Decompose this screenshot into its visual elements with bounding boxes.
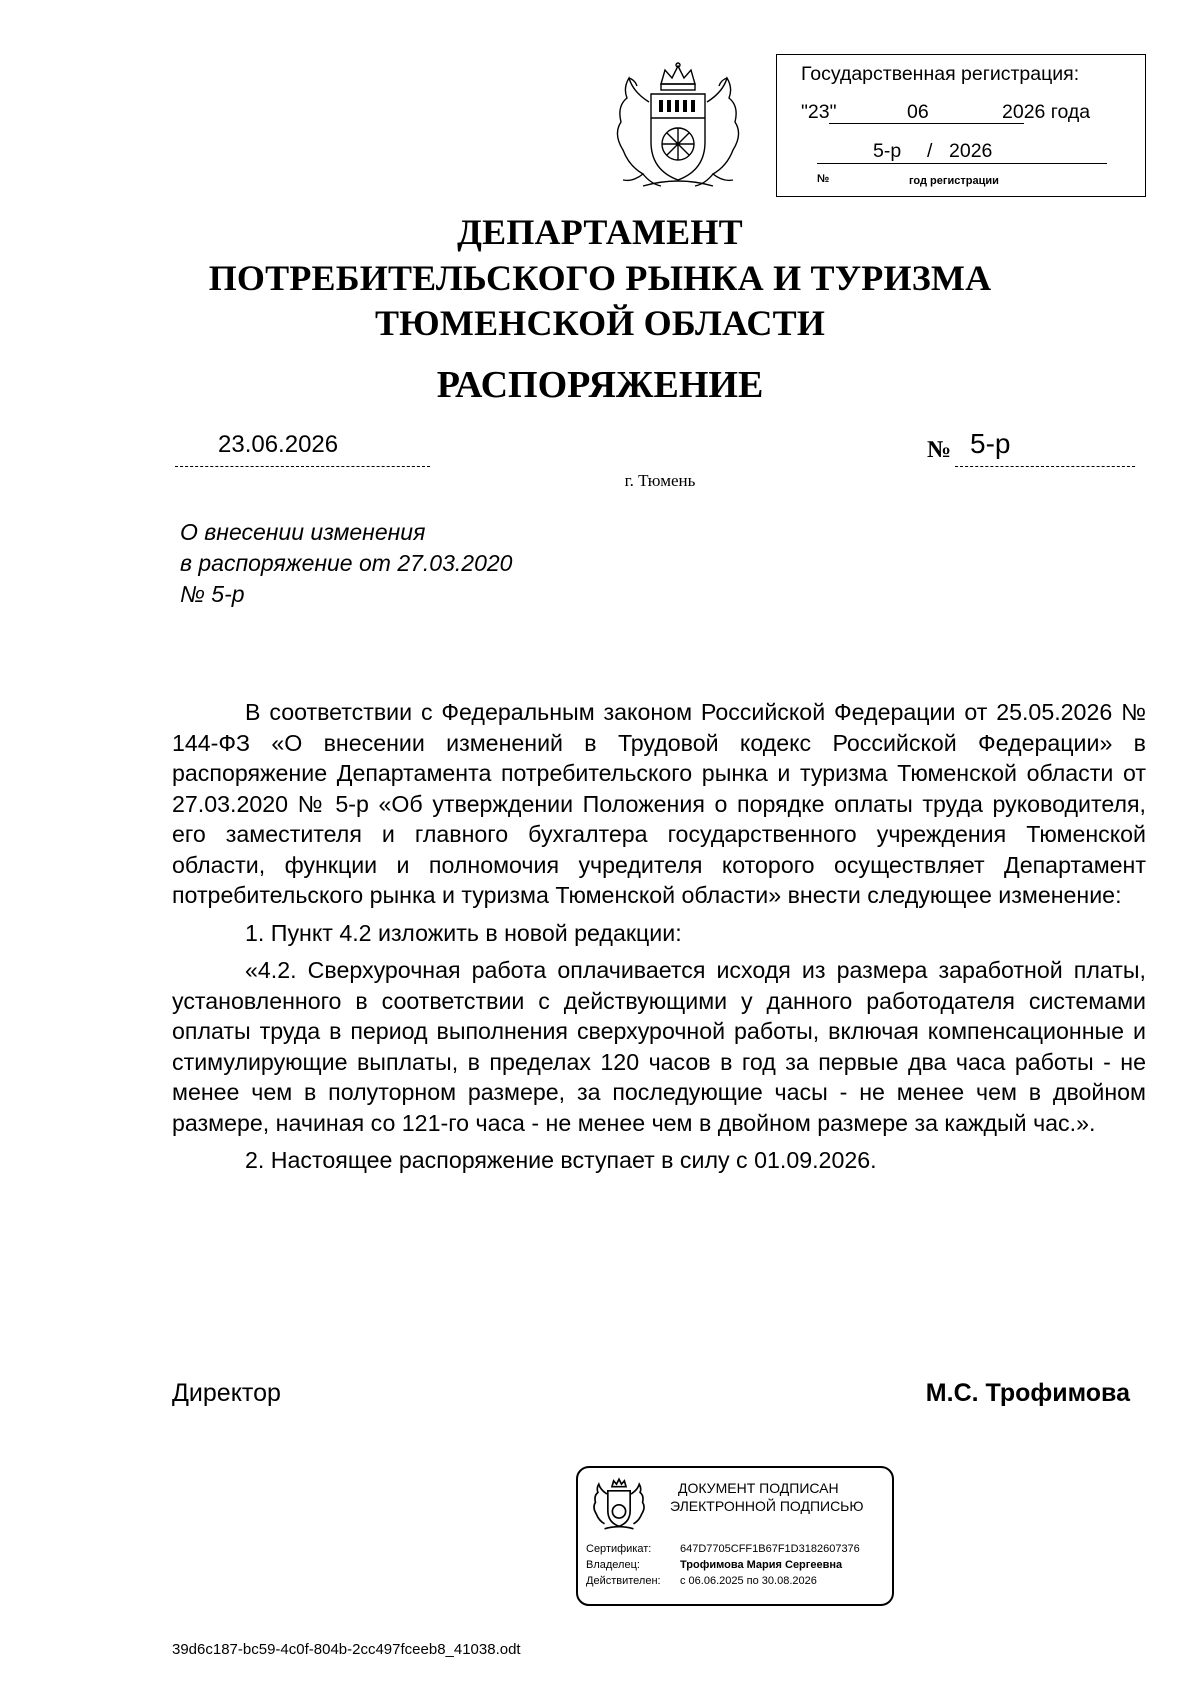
order-date: 23.06.2026	[218, 431, 339, 458]
registration-slash: /	[927, 140, 933, 162]
registration-year: 2026	[949, 140, 993, 162]
document-body	[172, 697, 1146, 1183]
body-paragraph-3: «4.2. Сверхурочная работа оплачивается исходя из размера заработной платы, установленного в соответствии с действующими у данного работодателя системами оплаты труда в период выполнения сверхурочной работы, включая компенсационные и стимулирующие выплаты, в пределах 120 часов в год за первые два часа работы - не менее чем в полуторном размере, за последующие часы - не менее чем в двойном размере, начиная со 121-го часа - не менее чем в двойном размере за каждый час.».	[172, 957, 1146, 1136]
subject-line-1: О внесении изменения	[180, 519, 426, 545]
order-number: 5-р	[970, 428, 1011, 459]
city: г. Тюмень	[624, 471, 696, 490]
department-line-2: ПОТРЕБИТЕЛЬСКОГО РЫНКА И ТУРИЗМА	[208, 258, 992, 298]
esig-valid-label: Действителен:	[586, 1575, 661, 1587]
order-number-label: №	[927, 437, 952, 463]
body-paragraph-2: 1. Пункт 4.2 изложить в новой редакции:	[245, 919, 682, 946]
esig-valid-value: с 06.06.2025 по 30.08.2026	[680, 1575, 817, 1587]
coat-of-arms-icon	[588, 1477, 650, 1531]
registration-year-label: год регистрации	[909, 175, 999, 187]
esig-owner-value: Трофимова Мария Сергеевна	[680, 1559, 843, 1571]
registration-number-line	[817, 163, 1107, 164]
registration-year-text: 2026 года	[1002, 101, 1091, 123]
signature-title: Директор	[172, 1379, 281, 1407]
esig-owner-label: Владелец:	[586, 1559, 640, 1571]
registration-box	[776, 54, 1146, 197]
body-paragraph-4: 2. Настоящее распоряжение вступает в силу с 01.09.2026.	[245, 1147, 877, 1173]
registration-no-label: №	[817, 173, 830, 185]
subject-line-3: № 5-р	[180, 581, 245, 607]
registration-number: 5-р	[873, 140, 902, 162]
body-paragraph-1: В соответствии с Федеральным законом Российской Федерации от 25.05.2026 № 144-ФЗ «О внесении изменений в Трудовой кодекс Российской Федерации» в распоряжение Департамента потребительского рынка и туризма Тюменской области от 27.03.2020 № 5-р «Об утверждении Положения о порядке оплаты труда руководителя, его заместителя и главного бухгалтера государственного учреждения Тюменской области, функции и полномочия учредителя которого осуществляет Департамент потребительского рынка и туризма Тюменской области» внести следующее изменение:	[172, 699, 1146, 908]
esig-header-2: ЭЛЕКТРОННОЙ ПОДПИСЬЮ	[670, 1498, 864, 1514]
esig-cert-label: Сертификат:	[586, 1543, 652, 1555]
esig-cert-value: 647D7705CFF1B67F1D3182607376	[680, 1543, 860, 1555]
order-date-line	[175, 466, 430, 467]
registration-title: Государственная регистрация:	[801, 63, 1080, 85]
registration-month: 06	[907, 101, 929, 123]
esig-header-1: ДОКУМЕНТ ПОДПИСАН	[678, 1480, 839, 1496]
department-line-3: ТЮМЕНСКОЙ ОБЛАСТИ	[374, 303, 826, 343]
order-number-line	[955, 466, 1135, 467]
file-name: 39d6c187-bc59-4c0f-804b-2cc497fceeb8_41038.odt	[172, 1641, 521, 1658]
document-type-title: РАСПОРЯЖЕНИЕ	[436, 364, 764, 406]
document-subject	[180, 517, 512, 610]
registration-day: "23"	[801, 101, 837, 123]
electronic-signature-stamp	[576, 1466, 894, 1606]
coat-of-arms-icon	[603, 62, 753, 190]
signature-name: М.С. Трофимова	[925, 1379, 1130, 1407]
subject-line-2: в распоряжение от 27.03.2020	[180, 550, 513, 576]
department-line-1: ДЕПАРТАМЕНТ	[457, 212, 743, 252]
